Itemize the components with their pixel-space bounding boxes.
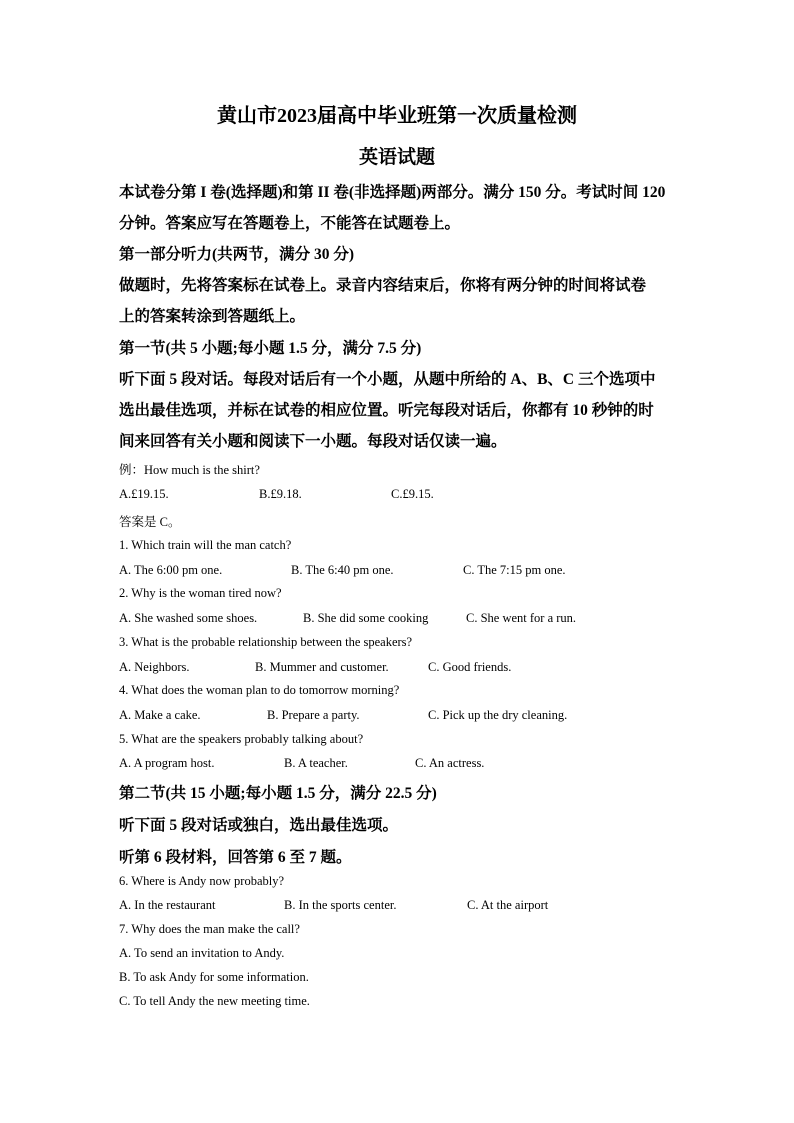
- question-7: 7. Why does the man make the call?: [119, 922, 300, 936]
- question-1-option-a: A. The 6:00 pm one.: [119, 563, 223, 577]
- question-1: 1. Which train will the man catch?: [119, 538, 292, 552]
- question-7-option-b: B. To ask Andy for some information.: [119, 970, 309, 984]
- question-7-option-a: A. To send an invitation to Andy.: [119, 946, 285, 960]
- question-4: 4. What does the woman plan to do tomorrow morning?: [119, 683, 400, 697]
- part1-heading: 第一部分听力(共两节，满分 30 分): [119, 246, 355, 263]
- part1-desc-line-2: 上的答案转涂到答题纸上。: [119, 308, 306, 325]
- question-4-option-c: C. Pick up the dry cleaning.: [428, 708, 568, 722]
- section2-heading: 第二节(共 15 小题;每小题 1.5 分，满分 22.5 分): [119, 785, 437, 802]
- part1-desc-line-1: 做题时，先将答案标在试卷上。录音内容结束后，你将有两分钟的时间将试卷: [119, 277, 647, 294]
- exam-subtitle: 英语试题: [358, 147, 435, 168]
- section1-desc-line-2: 选出最佳选项，并标在试卷的相应位置。听完每段对话后，你都有 10 秒钟的时: [119, 402, 654, 419]
- question-3-option-b: B. Mummer and customer.: [255, 660, 389, 674]
- question-4-option-a: A. Make a cake.: [119, 708, 201, 722]
- example-question: 例：How much is the shirt?: [119, 463, 260, 477]
- question-7-option-c: C. To tell Andy the new meeting time.: [119, 994, 310, 1008]
- question-2-option-a: A. She washed some shoes.: [119, 611, 258, 625]
- question-3-option-c: C. Good friends.: [428, 660, 512, 674]
- question-5: 5. What are the speakers probably talking about?: [119, 732, 364, 746]
- example-option-b: B.£9.18.: [259, 487, 302, 501]
- example-option-c: C.£9.15.: [391, 487, 434, 501]
- question-5-option-b: B. A teacher.: [284, 756, 348, 770]
- question-6: 6. Where is Andy now probably?: [119, 874, 285, 888]
- question-1-option-b: B. The 6:40 pm one.: [291, 563, 394, 577]
- question-6-option-b: B. In the sports center.: [284, 898, 397, 912]
- section2-desc: 听下面 5 段对话或独白，选出最佳选项。: [119, 817, 399, 834]
- question-6-option-a: A. In the restaurant: [119, 898, 216, 912]
- question-6-option-c: C. At the airport: [467, 898, 549, 912]
- question-5-option-a: A. A program host.: [119, 756, 215, 770]
- section1-desc-line-3: 间来回答有关小题和阅读下一小题。每段对话仅读一遍。: [119, 433, 507, 450]
- question-1-option-c: C. The 7:15 pm one.: [463, 563, 566, 577]
- question-3-option-a: A. Neighbors.: [119, 660, 190, 674]
- example-answer: 答案是 C。: [119, 515, 181, 529]
- question-3: 3. What is the probable relationship between the speakers?: [119, 635, 413, 649]
- example-option-a: A.£19.15.: [119, 487, 169, 501]
- instructions-line-1: 本试卷分第 I 卷(选择题)和第 II 卷(非选择题)两部分。满分 150 分。考试时间 120: [119, 184, 666, 201]
- exam-title: 黄山市2023届高中毕业班第一次质量检测: [217, 105, 577, 127]
- question-2: 2. Why is the woman tired now?: [119, 586, 282, 600]
- section2-material-6: 听第 6 段材料，回答第 6 至 7 题。: [119, 849, 352, 866]
- section1-desc-line-1: 听下面 5 段对话。每段对话后有一个小题，从题中所给的 A、B、C 三个选项中: [119, 371, 656, 388]
- question-2-option-c: C. She went for a run.: [466, 611, 577, 625]
- instructions-line-2: 分钟。答案应写在答题卷上，不能答在试题卷上。: [119, 215, 461, 232]
- question-5-option-c: C. An actress.: [415, 756, 485, 770]
- section1-heading: 第一节(共 5 小题;每小题 1.5 分，满分 7.5 分): [119, 340, 422, 357]
- question-2-option-b: B. She did some cooking: [303, 611, 429, 625]
- question-4-option-b: B. Prepare a party.: [267, 708, 360, 722]
